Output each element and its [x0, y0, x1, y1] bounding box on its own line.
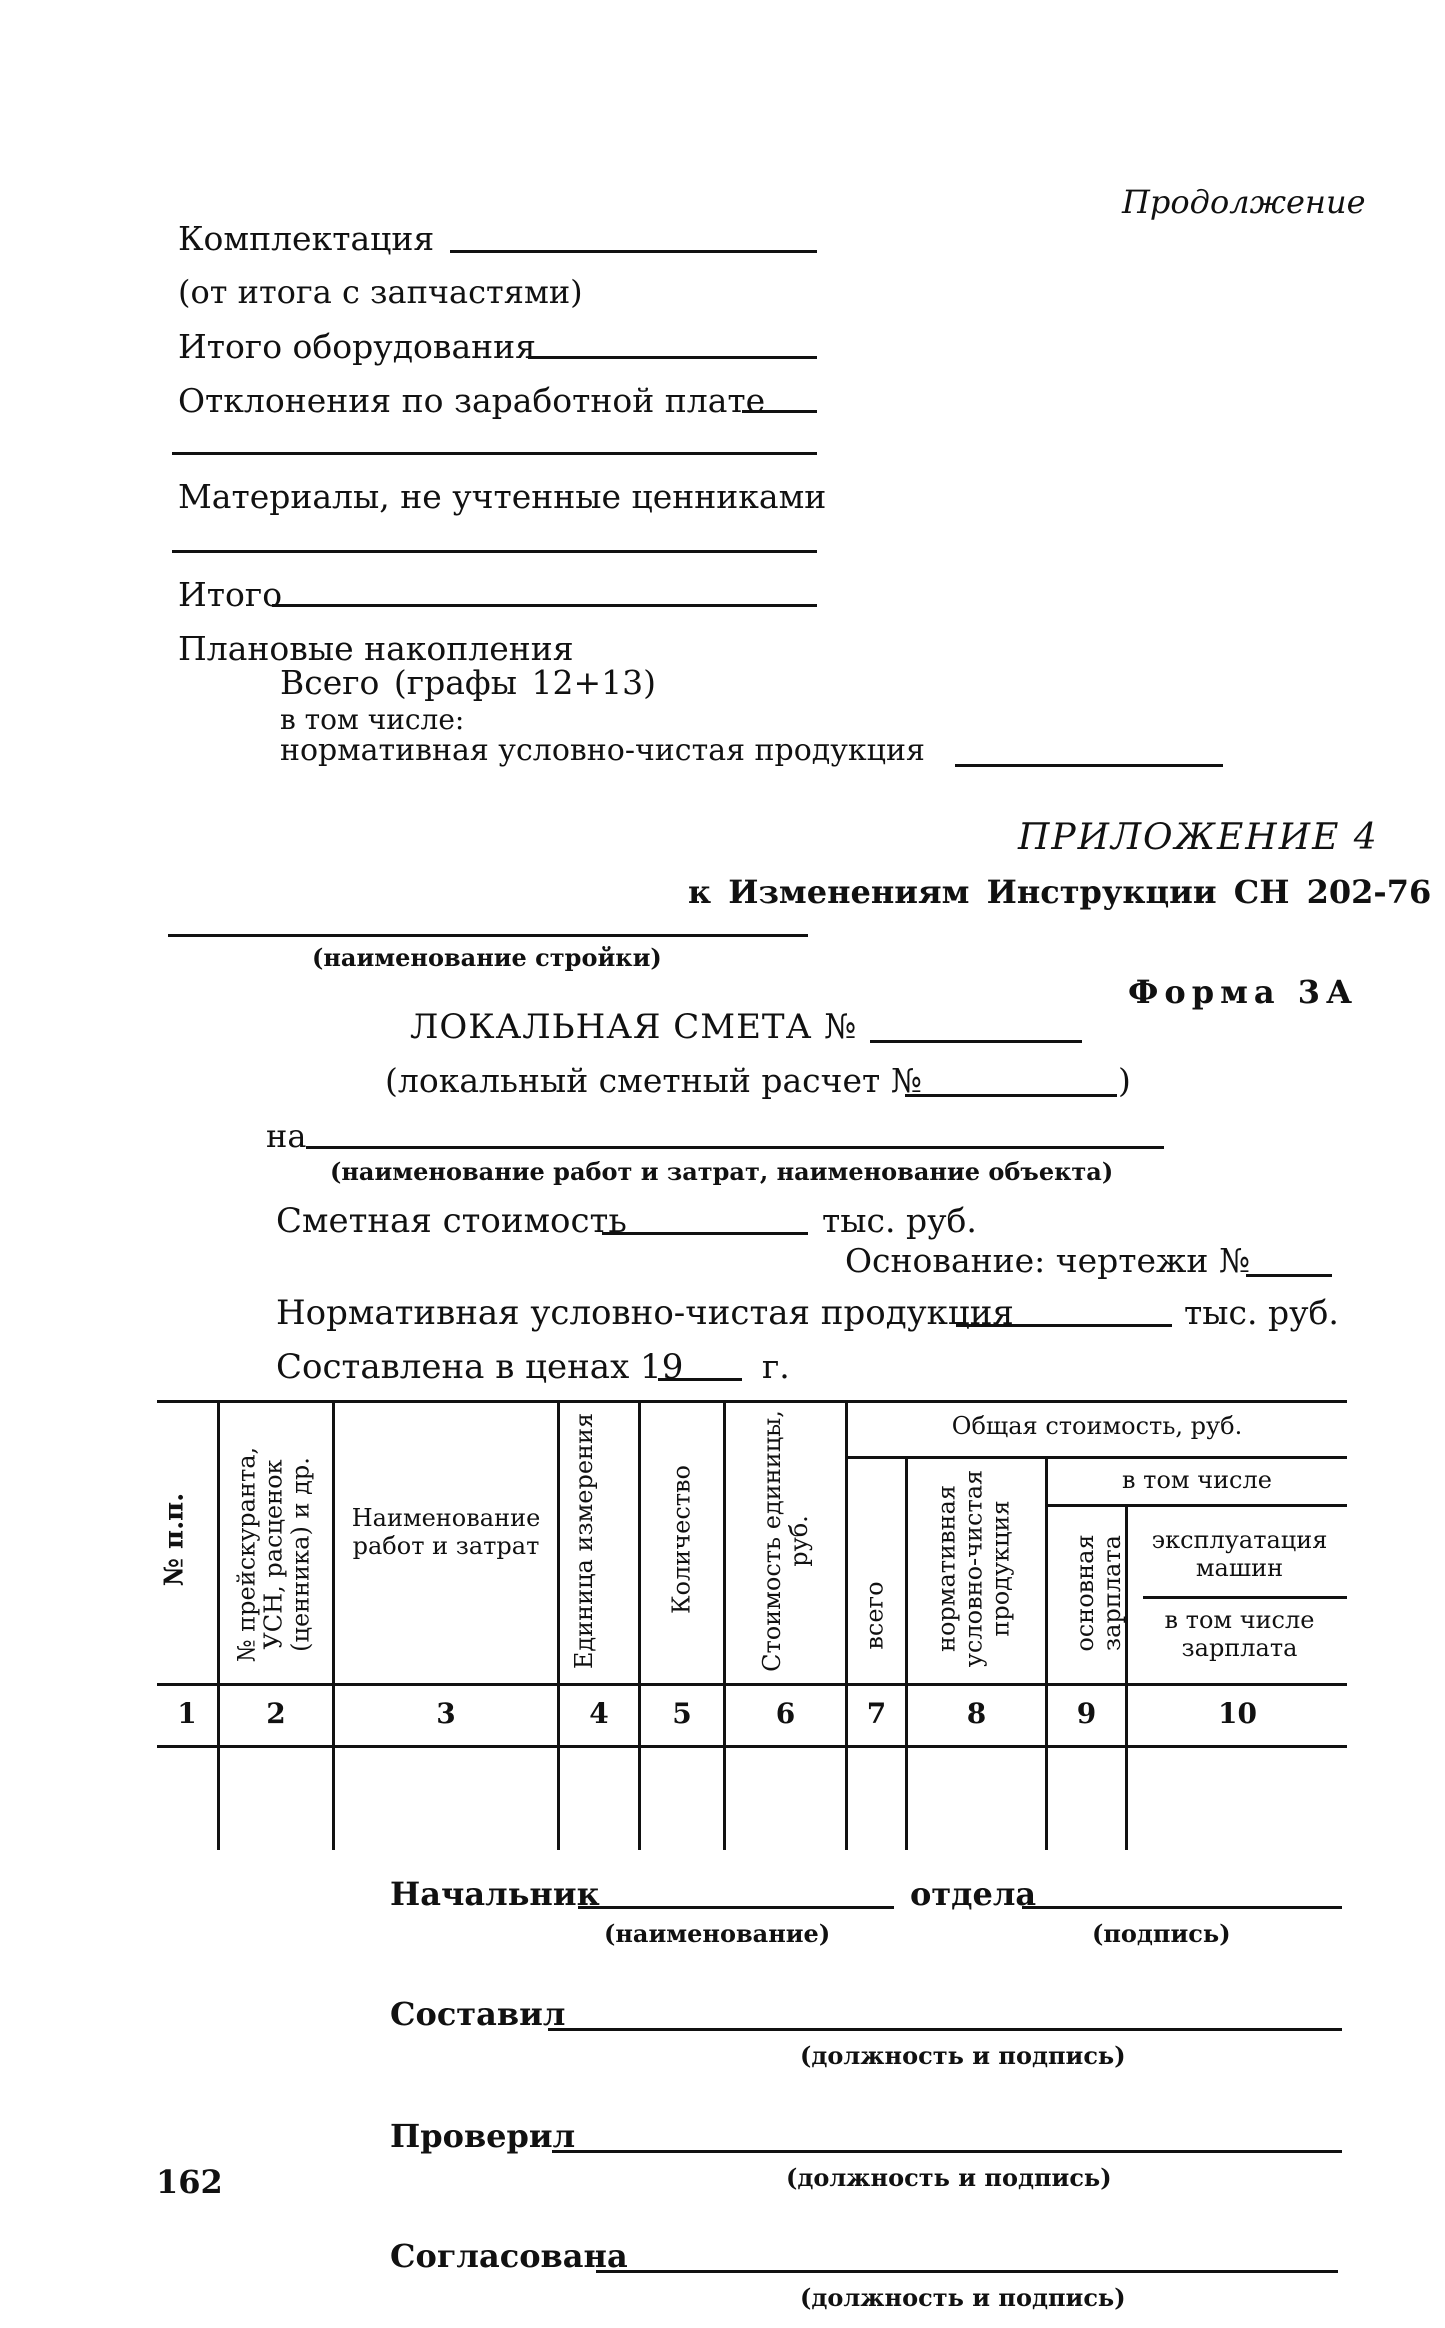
col-10-machines-header: эксплуатация машин: [1151, 1526, 1328, 1582]
estimate-subtitle: (локальный сметный расчет №: [385, 1061, 922, 1100]
col-number: 10: [1218, 1697, 1257, 1730]
estimate-title: ЛОКАЛЬНАЯ СМЕТА №: [410, 1007, 858, 1047]
col-divider: [557, 1400, 560, 1850]
group-header-rule: [845, 1456, 1347, 1459]
col-number: 6: [775, 1697, 796, 1730]
col-1-header: № п.п.: [159, 1492, 190, 1587]
on-label: на: [266, 1117, 307, 1155]
netprod-label: Нормативная условно-чистая продукция: [276, 1293, 1014, 1333]
col-2-header: № прейскуранта, УСН, расценок (ценника) и др.: [232, 1446, 315, 1663]
col-number: 8: [966, 1697, 987, 1730]
from-total-label: (от итога с запчастями): [178, 273, 583, 311]
composed-by-label: Составил: [390, 1995, 566, 2033]
materials-label: Материалы, не учтенные ценниками: [178, 477, 827, 516]
including-subgroup-header: в том числе: [1122, 1466, 1272, 1494]
col-number: 7: [866, 1697, 887, 1730]
work-name-blank: [306, 1146, 1164, 1149]
col-number: 1: [177, 1697, 197, 1730]
col-divider: [638, 1400, 641, 1850]
form-label: Форма 3А: [1128, 973, 1359, 1011]
total-cost-group-header: Общая стоимость, руб.: [951, 1412, 1243, 1440]
including-label: в том числе:: [280, 703, 465, 736]
col-number: 3: [436, 1697, 456, 1730]
work-name-caption: (наименование работ и затрат, наименование объекта): [330, 1157, 1114, 1186]
basis-label: Основание: чертежи №: [845, 1241, 1251, 1280]
col-3-header: Наименование работ и затрат: [351, 1504, 541, 1560]
estimate-calc-number-blank: [905, 1094, 1117, 1097]
col-number: 5: [672, 1697, 692, 1730]
col-divider: [332, 1400, 335, 1850]
site-name-blank: [168, 934, 808, 937]
site-name-caption: (наименование стройки): [312, 943, 662, 972]
prices-label: Составлена в ценах 19: [276, 1347, 684, 1387]
netprod-blank: [956, 1324, 1172, 1327]
col-divider: [905, 1456, 908, 1850]
prices-suffix: г.: [762, 1347, 790, 1386]
col-10-wage-header: в том числе зарплата: [1164, 1606, 1315, 1662]
basis-blank: [1246, 1274, 1332, 1277]
appendix-title: ПРИЛОЖЕНИЕ 4: [1018, 817, 1379, 858]
chief-signature-blank: [1022, 1906, 1342, 1909]
name-caption: (наименование): [604, 1919, 831, 1948]
checked-by-blank: [552, 2150, 1342, 2153]
cost-label: Сметная стоимость: [276, 1201, 627, 1241]
checked-position-caption: (должность и подпись): [786, 2163, 1112, 2192]
chief-label: Начальник: [390, 1875, 600, 1913]
planned-savings-label: Плановые накопления: [178, 629, 574, 668]
net-production-label: нормативная условно-чистая продукция: [280, 733, 925, 768]
subgroup-header-rule: [1045, 1504, 1347, 1507]
prices-year-blank: [658, 1378, 742, 1381]
continuation-label: Продолжение: [1122, 183, 1366, 221]
col-divider: [723, 1400, 726, 1850]
chief-name-blank: [578, 1906, 894, 1909]
estimate-subtitle-close: ): [1118, 1061, 1131, 1100]
numbers-bottom-rule: [157, 1745, 1347, 1748]
col-number: 9: [1076, 1697, 1097, 1730]
composed-by-blank: [548, 2028, 1342, 2031]
page-number: 162: [156, 2163, 223, 2201]
machines-header-rule: [1143, 1596, 1347, 1599]
col-number: 4: [589, 1697, 609, 1730]
col-number: 2: [266, 1697, 286, 1730]
table-top-rule: [157, 1400, 1347, 1403]
col-8-header: нормативная условно-чистая продукция: [932, 1469, 1015, 1668]
netprod-unit: тыс. руб.: [1184, 1293, 1339, 1332]
estimate-table: [157, 1400, 1347, 1850]
col-divider: [845, 1400, 848, 1850]
assembly-label: Комплектация: [178, 219, 435, 258]
subtotal-label: Итого: [178, 575, 283, 614]
cost-blank: [602, 1232, 808, 1235]
col-7-header: всего: [860, 1581, 889, 1650]
checked-by-label: Проверил: [390, 2117, 576, 2155]
separator-line: [172, 452, 817, 455]
agreed-label: Согласована: [390, 2237, 628, 2275]
department-label: отдела: [910, 1875, 1037, 1913]
equipment-total-label: Итого оборудования: [178, 327, 536, 366]
col-divider: [1045, 1456, 1048, 1850]
header-bottom-rule: [157, 1683, 1347, 1686]
cost-unit: тыс. руб.: [822, 1201, 977, 1240]
signature-caption: (подпись): [1092, 1919, 1231, 1948]
col-5-header: Количество: [667, 1465, 696, 1615]
col-6-header: Стоимость единицы, руб.: [758, 1410, 813, 1672]
col-9-header: основная зарплата: [1071, 1534, 1126, 1652]
col-4-header: Единица измерения: [570, 1412, 598, 1670]
materials-blank: [172, 550, 817, 553]
assembly-blank: [450, 250, 817, 253]
appendix-subtitle: к Изменениям Инструкции СН 202-76: [688, 873, 1432, 911]
total-columns-label: Всего (графы 12+13): [280, 663, 656, 702]
col-divider: [217, 1400, 220, 1850]
agreed-position-caption: (должность и подпись): [800, 2283, 1126, 2312]
subtotal-blank: [272, 604, 817, 607]
equipment-total-blank: [528, 356, 817, 359]
agreed-blank: [596, 2270, 1338, 2273]
composed-position-caption: (должность и подпись): [800, 2041, 1126, 2070]
wage-deviation-label: Отклонения по заработной плате: [178, 381, 766, 420]
wage-deviation-blank: [742, 410, 817, 413]
estimate-number-blank: [870, 1040, 1082, 1043]
net-production-blank: [955, 764, 1223, 767]
